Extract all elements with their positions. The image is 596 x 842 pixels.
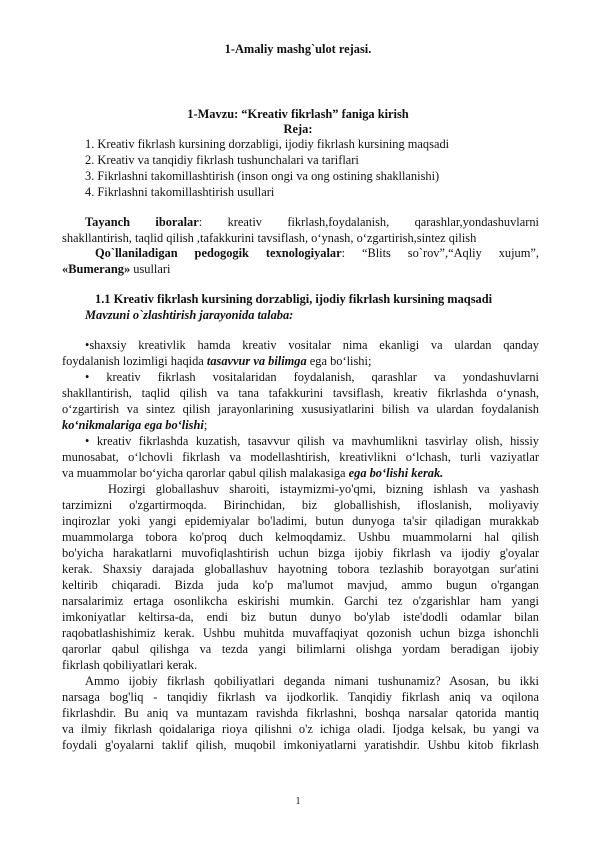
paragraph-1-line: kerak. Shaxsiy darajada globallashuv hayotning tobora tezlashib borayotgan sur'atini [62, 562, 539, 576]
keywords-line-2: shakllantirish, taqlid qilish ,tafakkurini tavsiflash, o‘ynash, o‘zgartirish,sintez qilish [62, 231, 477, 245]
bullet-2-line-2: shakllantirish, taqlid qilish va tana tafakkurini tavsiflash, kreativ fikrlashda o‘ynash, [62, 386, 539, 400]
paragraph-2-line: Ammo ijobiy fikrlash qobiliyatlari deganda nimani tushunamiz? Asosan, bu ikki [85, 674, 539, 688]
bullet-1-line-2: foydalanish lozimligi haqida tasavvur va bilimga ega bo‘lishi; [62, 354, 372, 368]
plan-item: 3. Fikrlashni takomillashtirish (inson ongi va ong ostining shakllanishi) [85, 169, 440, 183]
methods-line [95, 246, 539, 261]
bullet-3-line-2: munosabat, o‘lchovli fikrlash va modellashtirish, kreativlikni o‘lchash, turli vaziyatlar [62, 450, 539, 464]
plan-item: 1. Kreativ fikrlash kursining dorzabligi, ijodiy fikrlash kursining maqsadi [85, 137, 450, 151]
plan-item: 2. Kreativ va tanqidiy fikrlash tushunchalari va tariflari [85, 153, 359, 167]
paragraph-1-line: Hozirgi globallashuv sharoiti, istaymizmi-yo'qmi, bizning ishlash va yashash [108, 482, 539, 496]
paragraph-1-line: inqirozlar yoki yangi epidemiyalar bo'ladimi, butun dunyoga ta'sir qiladigan murakkab [62, 514, 539, 528]
paragraph-2-line: narsaga bog'liq - tanqidiy fikrlash va ijodkorlik. Tanqidiy fikrlash aniq va oqilona [62, 690, 539, 704]
topic-title: 1-Mavzu: “Kreativ fikrlash” faniga kirish [187, 107, 409, 121]
section-title: 1.1 Kreativ fikrlash kursining dorzabligi, ijodiy fikrlash kursining maqsadi [95, 292, 493, 306]
bullet-2-line-1: • kreativ fikrlash vositalaridan foydalanish, qarashlar va yondashuvlarni [85, 370, 539, 384]
keywords-text: : kreativ fikrlash,foydalanish, qarashlar,yondashuvlarni [198, 215, 539, 229]
paragraph-1-line: fikrlash qobiliyatlari kerak. [62, 658, 198, 672]
paragraph-2-line: fikrlashdir. Bu aniq va muntazam ravishda fikrlashni, boshqa narsalar qatorida mantiq [62, 706, 539, 720]
paragraph-2-line: va ilmiy fikrlash qoidalariga rioya qilishni o'z ichiga oladi. Ijodga kelsak, bu yangi va [62, 722, 539, 736]
paragraph-1-line: narsalarimiz ertaga osonlikcha eskirishi mumkin. Garchi tez o'zgarishlar ham yangi [62, 594, 539, 608]
methods-bumerang: «Bumerang» [62, 262, 131, 276]
paragraph-1-line: imkoniyatlar keltirsa-da, endi biz butun dunyo bo'ylab iste'dodli odamlar bilan [62, 610, 539, 624]
keywords-line [85, 215, 539, 230]
methods-text: : “Blits so`rov”,“Aqliy xujum”, [341, 246, 539, 260]
bullet-2-line-4: ko‘nikmalariga ega bo‘lishi; [62, 418, 208, 432]
methods-line-2: «Bumerang» usullari [62, 262, 171, 276]
bullet-2-line-3: o‘zgartirish va sintez qilish jarayonlarining xususiyatlarini bilish va ulardan foydalanish [62, 402, 539, 416]
paragraph-1-line: qarorlar qabul qilishga va tezda yangi bilimlarni olishga yordam beradigan ijobiy [62, 642, 539, 656]
paragraph-1-line: bo'yicha harakatlarni muvofiqlashtirish uchun bizga ijobiy fikrlash va ijodiy g'oyalar [62, 546, 539, 560]
paragraph-1-line: keltirib chiqaradi. Bizda juda ko'p ma'lumot mavjud, ammo bugun o'rgangan [62, 578, 539, 592]
paragraph-1-line: raqobatlashishimiz kerak. Ushbu muhitda muvaffaqiyat qozonish uchun bizga ishonchli [62, 626, 539, 640]
plan-item: 4. Fikrlashni takomillashtirish usullari [85, 185, 275, 199]
methods-label: Qo`llaniladigan pedogogik texnologiyalar [95, 246, 342, 260]
bullet-1-line-1: •shaxsiy kreativlik hamda kreativ vositalar nima ekanligi va ulardan qanday [85, 338, 539, 352]
paragraph-1-line: tarzimizni o'zgartirmoqda. Birinchidan, biz globallishish, ifloslanish, moliyaviy [62, 498, 539, 512]
section-subtitle: Mavzuni o`zlashtirish jarayonida talaba: [85, 308, 294, 322]
paragraph-2-line: foydali g'oyalarni taklif qilish, muqobil imkoniyatlarni yaratishdir. Ushbu kitob fikrlash [62, 738, 539, 752]
page-header-title: 1-Amaliy mashg`ulot rejasi. [224, 42, 372, 56]
page-number: 1 [295, 796, 301, 807]
plan-label: Reja: [283, 122, 313, 136]
bullet-3-line-3: va muammolar bo‘yicha qarorlar qabul qilish malakasiga ega bo‘lishi kerak. [62, 466, 444, 480]
keywords-label: Tayanch iboralar [85, 215, 199, 229]
bullet-3-line-1: • kreativ fikrlashda kuzatish, tasavvur qilish va mavhumlikni tasvirlay olish, hissiy [85, 434, 539, 448]
paragraph-1-line: muammolarga tobora ko'proq duch kelmoqdamiz. Ushbu muammolarni hal qilish [62, 530, 539, 544]
